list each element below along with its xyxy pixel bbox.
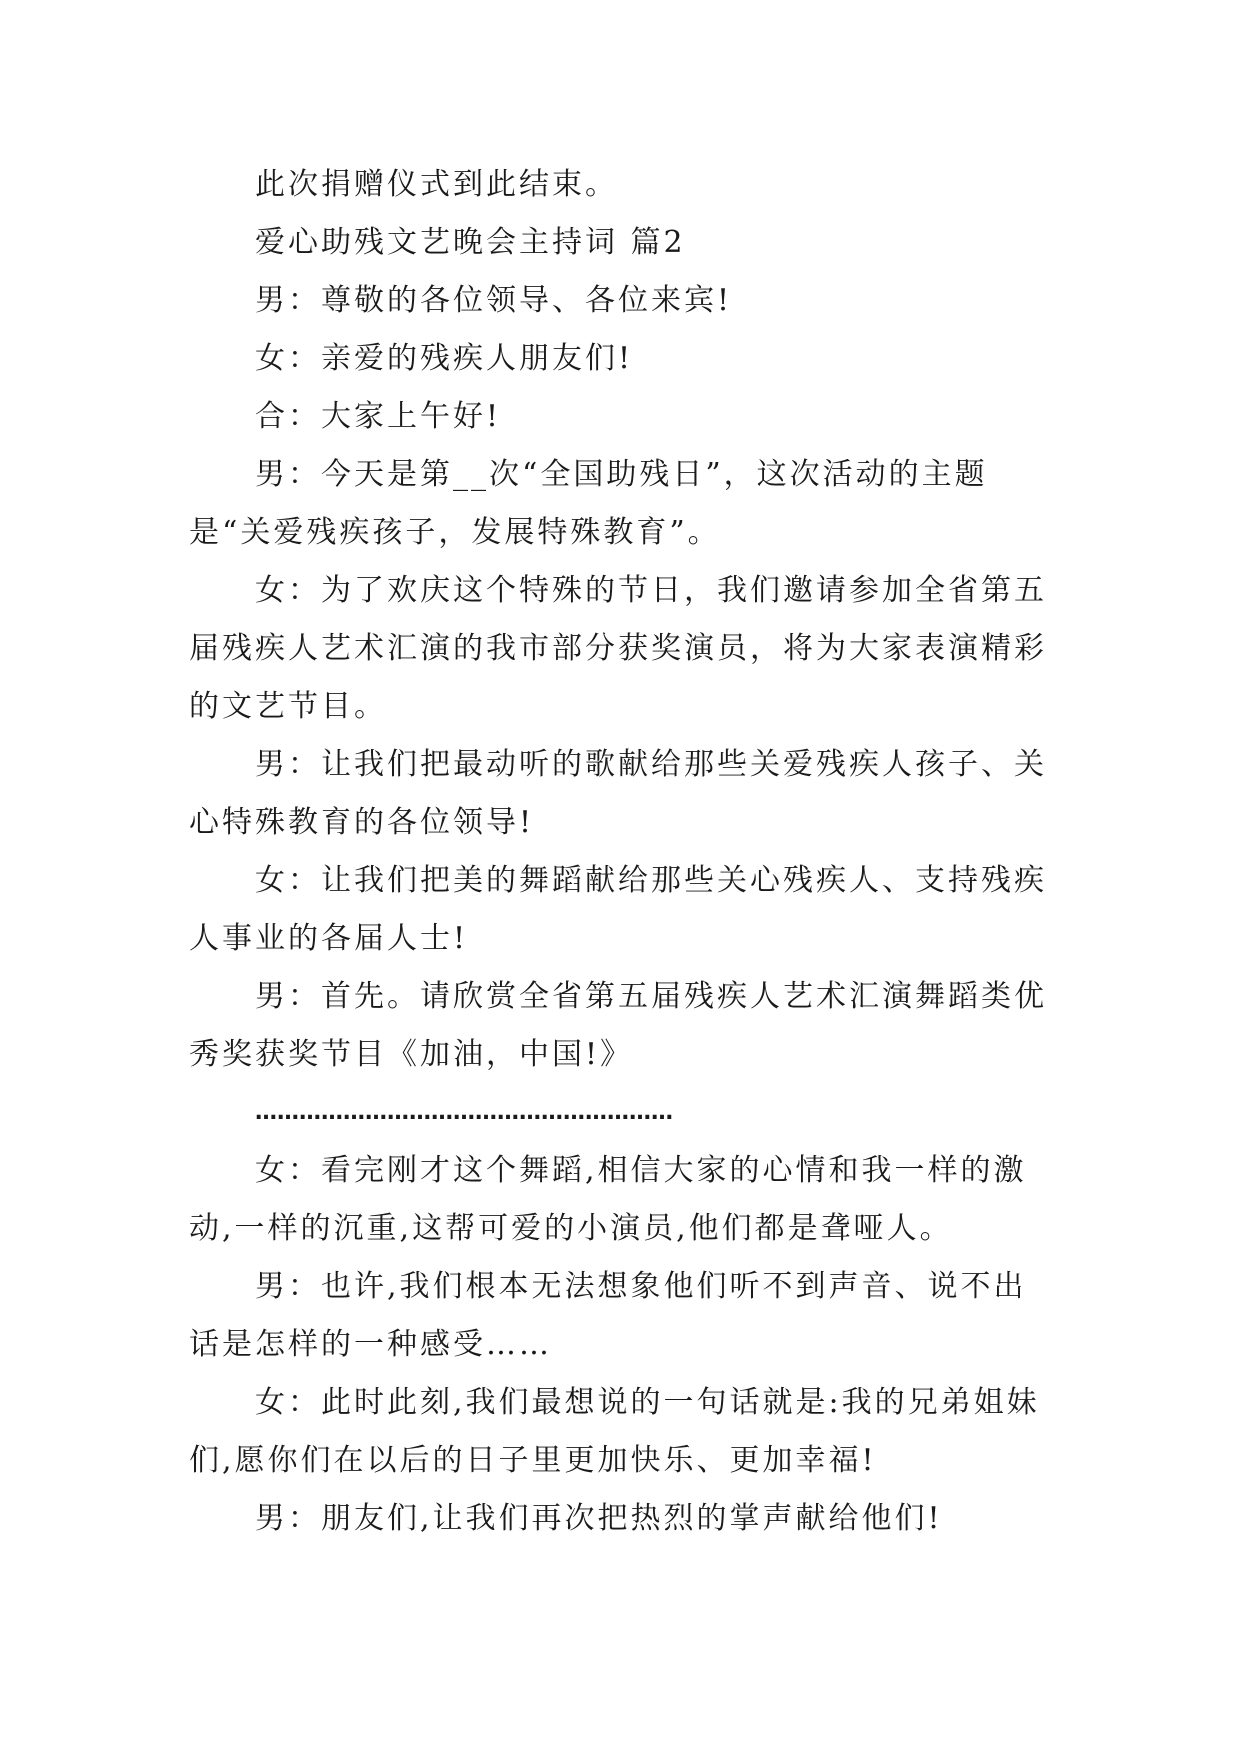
paragraph-dance-dedication: 女：让我们把美的舞蹈献给那些关心残疾人、支持残疾人事业的各届人士! [189,863,1047,956]
section-title: 爱心助残文艺晚会主持词 篇2 [255,225,686,260]
paragraph-celebration: 女：为了欢庆这个特殊的节日，我们邀请参加全省第五届残疾人艺术汇演的我市部分获奖演员，将为大家表演精彩的文艺节目。 [189,573,1047,724]
paragraph-first-program: 男：首先。请欣赏全省第五届残疾人艺术汇演舞蹈类优秀奖获奖节目《加油，中国!》 [189,979,1047,1072]
paragraph-imagine: 男：也许,我们根本无法想象他们听不到声音、说不出话是怎样的一种感受…… [189,1269,1027,1362]
document-body [189,156,1051,1548]
paragraph-applause: 男：朋友们,让我们再次把热烈的掌声献给他们! [255,1501,943,1536]
paragraph-female-greeting: 女：亲爱的残疾人朋友们! [255,341,634,376]
paragraph-after-dance: 女：看完刚才这个舞蹈,相信大家的心情和我一样的激动,一样的沉重,这帮可爱的小演员,他们都是聋哑人。 [189,1153,1027,1246]
separator-dots: ………………………………………………… [255,1100,673,1125]
paragraph-theme: 男：今天是第__次“全国助残日”，这次活动的主题是“关爱残疾孩子，发展特殊教育”。 [189,457,988,550]
paragraph-closing: 此次捐赠仪式到此结束。 [255,167,618,202]
paragraph-song-dedication: 男：让我们把最动听的歌献给那些关爱残疾人孩子、关心特殊教育的各位领导! [189,747,1047,840]
paragraph-joint-greeting: 合：大家上午好! [255,399,502,434]
paragraph-male-greeting: 男：尊敬的各位领导、各位来宾! [255,283,733,318]
paragraph-wishes: 女：此时此刻,我们最想说的一句话就是:我的兄弟姐妹们,愿你们在以后的日子里更加快乐、更加幸福! [189,1385,1040,1478]
